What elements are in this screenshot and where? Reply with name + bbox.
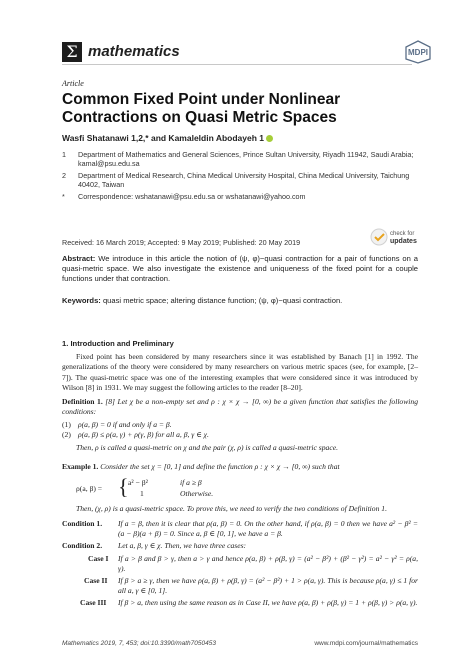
case2-condition: Otherwise. [180, 489, 214, 498]
condition-label: Condition 1. [62, 519, 103, 528]
article-type: Article [62, 79, 84, 88]
keywords [62, 296, 418, 306]
case-2 [62, 576, 418, 598]
check-updates-line2: updates [390, 238, 417, 245]
journal-logo: Σ [62, 42, 82, 62]
abstract [62, 254, 418, 285]
author-names: Wasfi Shatanawi 1,2,* and Kamaleldin Abodayeh 1 [62, 133, 265, 143]
orcid-icon[interactable] [266, 135, 273, 142]
affiliation-number: * [62, 192, 65, 201]
mdpi-logo-text: MDPI [408, 48, 428, 57]
equation-lhs: ρ(a, β) = [76, 484, 103, 493]
case-text: If β > a, then using the same reason as in Case II, we have ρ(a, β) + ρ(β, γ) = 1 + ρ(β, γ) > ρ(a, γ). [118, 598, 418, 607]
item-text: ρ(a, β) = 0 if and only if a = β. [78, 420, 172, 429]
footer-journal-url[interactable]: www.mdpi.com/journal/mathematics [314, 640, 418, 647]
journal-name[interactable]: mathematics [88, 43, 180, 60]
case-3 [62, 598, 418, 620]
item-number: (1) [62, 420, 71, 429]
condition-1 [62, 519, 418, 541]
affiliation-number: 2 [62, 171, 66, 180]
left-brace: { [118, 474, 129, 499]
example-text: Consider the set χ = [0, 1] and define the function ρ : χ × χ → [0, ∞) such that [100, 462, 340, 471]
case-label: Case II [84, 576, 108, 585]
definition-after-text: Then, ρ is called a quasi-metric on χ and the pair (χ, ρ) is called a quasi-metric space. [76, 443, 338, 452]
check-updates-line1: check for [390, 231, 415, 237]
example-conclusion [76, 504, 418, 514]
affiliation-text: Correspondence: wshatanawi@psu.edu.sa or wshatanawi@yahoo.com [78, 192, 306, 201]
definition-item-2 [62, 430, 418, 440]
keywords-label: Keywords: [62, 296, 101, 305]
affiliation-text: Department of Medical Research, China Medical University Hospital, China Medical University, Taichung 40402, Taiwan [78, 171, 410, 189]
affiliation-number: 1 [62, 150, 66, 159]
case1-expression: a² − β² [128, 478, 148, 487]
definition-conclusion [76, 443, 418, 453]
footer-citation [62, 640, 216, 647]
case-1 [62, 554, 418, 576]
condition-label: Condition 2. [62, 541, 103, 550]
case1-condition: if a ≥ β [180, 478, 202, 487]
affiliation-text: Department of Mathematics and General Sciences, Prince Sultan University, Riyadh 11942, Saudi Arabia; kamal@psu.edu.sa [78, 150, 414, 168]
abstract-label: Abstract: [62, 254, 96, 263]
definition-label: Definition 1. [62, 397, 103, 406]
definition-1 [62, 397, 418, 418]
example-after-text: Then, (χ, ρ) is a quasi-metric space. To prove this, we need to verify the two conditions of Definition 1. [76, 504, 387, 513]
intro-paragraph: Fixed point has been considered by many researchers since it was established by Banach [1] in 1992. The generalizations of the theory were considered by many researchers on various metric spaces (see, for example, [2–7]). The quasi-metric space was one of the interesting examples that were considered since it was introduced by Wilson [8] in 1931. We may suggest the following articles to the reader [8–20]. [62, 352, 418, 392]
item-text: ρ(a, β) ≤ ρ(a, γ) + ρ(γ, β) for all a, β, γ ∈ χ. [78, 430, 209, 439]
publication-dates: Received: 16 March 2019; Accepted: 9 May 2019; Published: 20 May 2019 [62, 238, 301, 247]
condition-2 [62, 541, 418, 553]
mdpi-logo[interactable] [404, 40, 432, 64]
piecewise-equation [62, 474, 362, 501]
check-for-updates-badge[interactable] [370, 226, 418, 248]
footer-citation-text: Mathematics 2019, 7, 453; doi:10.3390/math7050453 [62, 640, 216, 647]
definition-text: [8] Let χ be a non-empty set and ρ : χ × χ → [0, ∞) be a given function that satisfies the following conditions: [62, 397, 418, 417]
header-divider [62, 64, 412, 65]
item-number: (2) [62, 430, 71, 439]
case2-expression: 1 [140, 489, 144, 498]
author-list [62, 133, 273, 143]
condition-text: If a = β, then it is clear that ρ(a, β) = 0. On the other hand, if ρ(a, β) = 0 then we have a² − β² = (a − β)(a + β) = 0. Since a, β ∈ [0, 1], we have a = β. [118, 519, 418, 539]
affiliation-1 [62, 150, 432, 170]
affiliation-2 [62, 171, 432, 191]
section-heading: 1. Introduction and Preliminary [62, 339, 174, 348]
correspondence [62, 192, 432, 202]
example-label: Example 1. [62, 462, 99, 471]
case-label: Case III [80, 598, 107, 607]
definition-item-1 [62, 420, 418, 430]
paper-title: Common Fixed Point under Nonlinear Contractions on Quasi Metric Spaces [62, 91, 341, 126]
case-text: If β > a ≥ γ, then we have ρ(a, β) + ρ(β, γ) = (a² − β²) + 1 > ρ(a, γ). This is because ρ(a, γ) ≤ 1 for all a, γ ∈ [0, 1]. [118, 576, 418, 596]
abstract-text: We introduce in this article the notion of (ψ, φ)−quasi contraction for a pair of functions on a quasi-metric space. We also investigate the existence and uniqueness of the fixed point for a couple functions under that contraction. [62, 254, 418, 284]
condition-text: Let a, β, γ ∈ χ. Then, we have three cases: [118, 541, 247, 550]
keywords-text: quasi metric space; altering distance function; (ψ, φ)−quasi contraction. [102, 296, 343, 305]
case-text: If a > β and β > γ, then a > γ and hence ρ(a, β) + ρ(β, γ) = (a² − β²) + (β² − γ²) = a² − γ² = ρ(a, γ). [118, 554, 418, 574]
case-label: Case I [88, 554, 109, 563]
example-1 [62, 462, 418, 472]
